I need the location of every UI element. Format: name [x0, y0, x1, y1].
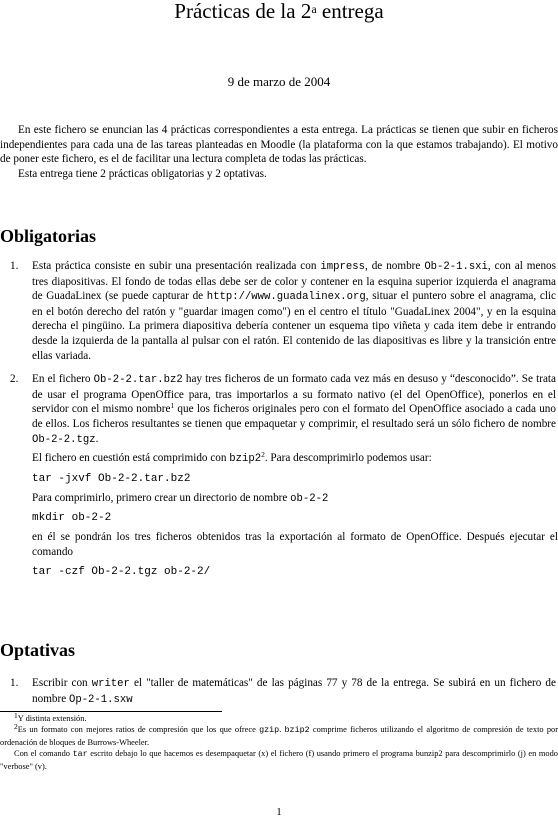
text: que los ficheros originales pero con el formato del OpenOffice asociado a cada uno de ellos. Los ficheros resultantes se tienen que empaquetar y comprimir, el resultado será un sólo fichero de nombre — [32, 403, 556, 430]
footnote-number: 2 — [14, 722, 18, 732]
footnote-rule — [0, 711, 222, 712]
text: comprime ficheros utilizando el algoritmo de compresión de texto por ordenación de bloques de Burrows-Wheeler. — [0, 725, 558, 747]
title-text: Prácticas de la 2 — [174, 0, 312, 23]
obligatorias-list — [0, 259, 558, 580]
text: Con el comando — [14, 749, 73, 759]
code-url: http://www.guadalinex.org — [206, 291, 366, 304]
footnote-1 — [0, 713, 558, 724]
text: Para comprimirlo, primero crear un directorio de nombre — [32, 491, 291, 504]
title-text-end: entrega — [316, 0, 384, 23]
list-item — [0, 372, 558, 579]
code-filename: Ob-2-1.sxi — [424, 261, 488, 273]
footnote-number: 1 — [14, 711, 18, 720]
code-command: mkdir ob-2-2 — [32, 512, 112, 525]
code-filename: Ob-2-2.tgz — [32, 433, 96, 446]
footnote-marker: 1 — [170, 401, 175, 411]
text: . — [95, 432, 99, 445]
footnote-2 — [0, 724, 558, 748]
code-bzip2: bzip2 — [229, 453, 262, 466]
item-paragraph — [32, 372, 558, 447]
list-item — [0, 259, 558, 363]
code-command: tar -czf Ob-2-2.tgz ob-2-2/ — [32, 565, 211, 578]
text: El fichero en cuestión está comprimido con — [32, 452, 230, 465]
code-tar: tar — [72, 749, 88, 760]
text: Escribir con — [32, 677, 92, 689]
item-paragraph: en él se pondrán los tres ficheros obtenidos tras la exportación al formato de OpenOffice. Después ejecutar el comando — [32, 531, 558, 558]
list-item-number: 2. — [10, 373, 19, 386]
section-heading-obligatorias: Obligatorias — [0, 226, 97, 246]
item-paragraph — [32, 451, 558, 467]
text: En el fichero — [32, 373, 94, 386]
code-dirname: ob-2-2 — [290, 492, 329, 505]
title-superscript: a — [311, 2, 317, 16]
text: hay tres ficheros de un formato cada vez más en desuso y “desconocido”. Se trata de usar el programa OpenOffice para, tras importarlos a su formato nativo (el del OpenOffice), ponerlos en el servidor con el mismo nombre — [32, 373, 556, 416]
text: escrito debajo lo que hacemos es desempaquetar (x) el fichero (f) usando primero el programa bunzip2 para descomprimirlo (j) en modo "verbose" (v). — [0, 749, 558, 771]
text: Es un formato con mejores ratios de compresión que los que ofrece — [17, 725, 260, 735]
item-paragraph — [32, 259, 558, 363]
text: Esta práctica consiste en subir una presentación realizada con — [32, 260, 321, 272]
text: Y distinta extensión. — [17, 714, 87, 723]
code-filename: Ob-2-2.tar.bz2 — [93, 374, 183, 387]
list-item — [0, 676, 558, 707]
list-item-number: 1. — [10, 260, 19, 272]
footnotes — [0, 713, 558, 772]
code-bzip2: bzip2 — [284, 725, 310, 736]
code-writer: writer — [91, 678, 130, 690]
item-paragraph — [32, 676, 558, 707]
footnote-2-continued — [0, 748, 558, 772]
optativas-list — [0, 676, 558, 707]
footnote-marker: 2 — [261, 450, 265, 460]
intro-paragraph-1: En este fichero se enuncian las 4 prácticas correspondientes a esta entrega. La prácticas se tienen que subir en ficheros independientes para cada una de las tareas planteadas en Moodle (la plataforma con la que estamos trabajando). El motivo de poner este fichero, es el de facilitar una lectura completa de todas las prácticas. — [0, 124, 558, 166]
text: . — [279, 725, 285, 735]
text: , situar el puntero sobre el anagrama, clic en el botón derecho del ratón y "guardar imagen como") en el centro el título "GuadaLinex 2004", y en la esquina derecha el pingüino. La primera diapositiva debería contener un esquema tipo viñeta y cada item debe ir entrando desde la izquierda de la pantalla al pulsar con el ratón. El contenido de las diapositivas es libre y la transición entre ellas variada. — [32, 290, 556, 362]
code-gzip: gzip — [259, 725, 280, 736]
intro-section — [0, 123, 558, 181]
page-number: 1 — [276, 806, 282, 818]
code-impress: impress — [320, 261, 365, 273]
code-filename: Op-2-1.sxw — [68, 693, 133, 706]
text: , con al menos tres diapositivas. El fondo de todas ellas debe ser de color y contener en la esquina superior izquierda el anagrama de GuadaLinex (se puede capturar de — [32, 260, 556, 303]
section-heading-optativas: Optativas — [0, 640, 76, 660]
list-item-number: 1. — [10, 677, 19, 689]
code-command: tar -jxvf Ob-2-2.tar.bz2 — [32, 472, 191, 485]
text: el "taller de matemáticas" de las páginas 77 y 78 de la entrega. Se subirá en un fichero de nombre — [32, 677, 556, 705]
item-paragraph — [32, 491, 558, 507]
document-title — [0, 0, 558, 24]
intro-paragraph-2: Esta entrega tiene 2 prácticas obligatorias y 2 optativas. — [18, 167, 267, 180]
text: . Para descomprimirlo podemos usar: — [264, 452, 432, 465]
text: , de nombre — [364, 260, 425, 272]
document-date: 9 de marzo de 2004 — [227, 74, 331, 89]
